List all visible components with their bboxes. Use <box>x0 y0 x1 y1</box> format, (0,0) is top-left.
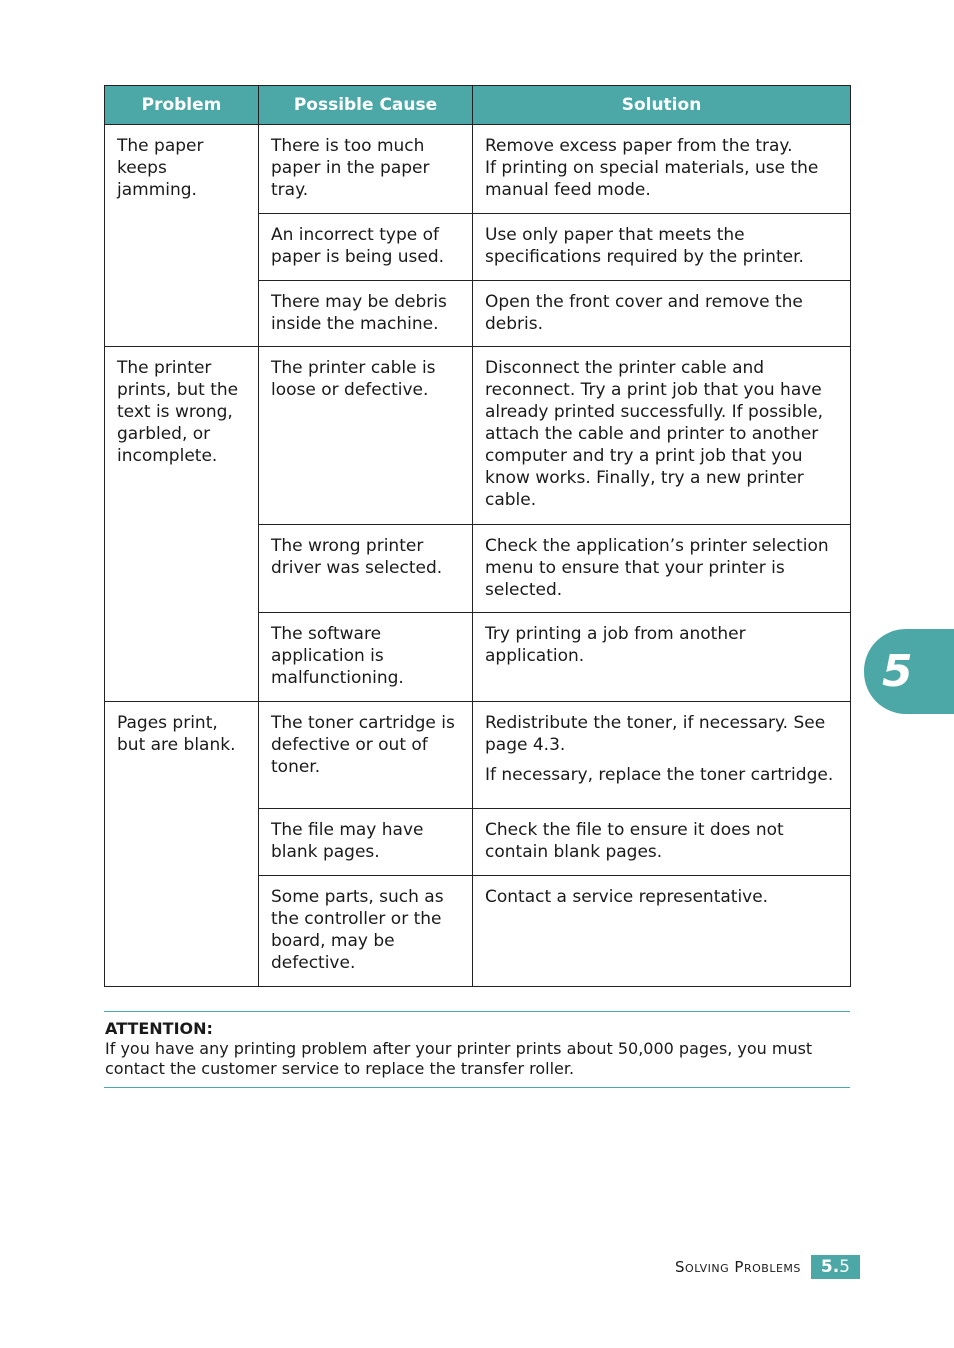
cause-cell: There is too much paper in the paper tray. <box>259 125 473 214</box>
cause-cell: The wrong printer driver was selected. <box>259 525 473 613</box>
table-row <box>105 702 851 809</box>
table-row <box>105 347 851 525</box>
footer-section-title: Solving Problems <box>675 1258 801 1276</box>
attention-text: If you have any printing problem after your printer prints about 50,000 pages, you must contact the customer service to replace the transfer roller. <box>105 1039 813 1078</box>
cause-cell: The file may have blank pages. <box>259 809 473 876</box>
solution-cell <box>473 125 851 214</box>
cause-cell: The printer cable is loose or defective. <box>259 347 473 525</box>
table-row <box>105 125 851 214</box>
solution-cell: Use only paper that meets the specifications required by the printer. <box>473 214 851 281</box>
solution-line: If printing on special materials, use the manual feed mode. <box>485 158 819 200</box>
cause-cell: The toner cartridge is defective or out of toner. <box>259 702 473 809</box>
cause-cell: An incorrect type of paper is being used. <box>259 214 473 281</box>
solution-cell: Disconnect the printer cable and reconnect. Try a print job that you have already printed successfully. If possible, attach the cable and printer to another computer and try a print job that you know works. Finally, try a new printer cable. <box>473 347 851 525</box>
troubleshooting-table <box>104 85 851 987</box>
solution-cell <box>473 702 851 809</box>
cause-cell: The software application is malfunctioning. <box>259 613 473 702</box>
problem-cell: The paper keeps jamming. <box>105 125 259 347</box>
page-number <box>811 1255 860 1279</box>
problem-cell: The printer prints, but the text is wrong, garbled, or incomplete. <box>105 347 259 702</box>
header-problem: Problem <box>105 86 259 125</box>
page-chapter: 5. <box>820 1257 840 1277</box>
cause-cell: Some parts, such as the controller or the board, may be defective. <box>259 876 473 987</box>
table-header-row <box>105 86 851 125</box>
attention-title: ATTENTION: <box>105 1019 213 1038</box>
problem-cell: Pages print, but are blank. <box>105 702 259 987</box>
header-possible-cause: Possible Cause <box>259 86 473 125</box>
solution-cell: Try printing a job from another application. <box>473 613 851 702</box>
solution-line: Remove excess paper from the tray. <box>485 136 793 156</box>
solution-cell: Check the file to ensure it does not contain blank pages. <box>473 809 851 876</box>
solution-cell: Open the front cover and remove the debris. <box>473 281 851 347</box>
solution-cell: Contact a service representative. <box>473 876 851 987</box>
chapter-tab: 5 <box>864 629 954 714</box>
solution-line: Redistribute the toner, if necessary. See page 4.3. <box>485 713 826 755</box>
page-number-value: 5 <box>839 1257 850 1277</box>
solution-cell: Check the application’s printer selection menu to ensure that your printer is selected. <box>473 525 851 613</box>
attention-note <box>104 1011 850 1088</box>
solution-line: If necessary, replace the toner cartridge. <box>485 765 834 785</box>
cause-cell: There may be debris inside the machine. <box>259 281 473 347</box>
page-footer <box>675 1255 860 1279</box>
header-solution: Solution <box>473 86 851 125</box>
